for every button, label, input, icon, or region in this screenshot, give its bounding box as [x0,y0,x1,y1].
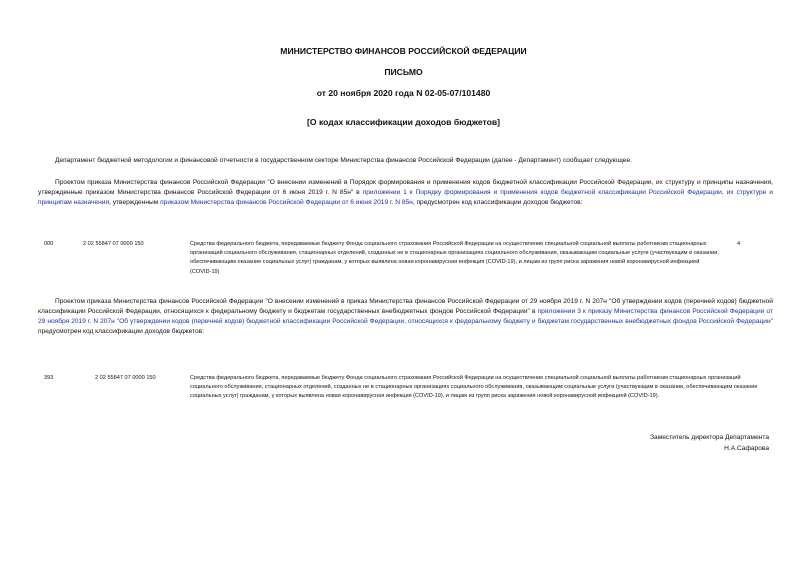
doc-type: ПИСЬМО [384,67,423,77]
doc-subject: [О кодах классификации доходов бюджетов] [307,117,500,127]
paragraph-2-text-end: предусмотрен код классификации доходов бюджетов: [38,328,204,335]
paragraph-1-text-middle: , утвержденным [109,199,161,206]
ministry-title: МИНИСТЕРСТВО ФИНАНСОВ РОССИЙСКОЙ ФЕДЕРАЦИИ [280,46,527,56]
paragraph-2 [38,297,773,337]
paragraph-1-text: Проектом приказа Министерства финансов Российской Федерации "О внесении изменений в Порядок формирования и применения кодов бюджетной классификации Российской Федерации, их структуру и принципы назначения, утвержденные приказом Министерства финансов Российской Федерации от 6 июня 2019 г. N 85н" в [38,179,773,196]
signature-position: Заместитель директора Департамента [650,434,769,441]
table-1-kbk: 2 02 55847 07 0000 150 [83,241,144,247]
appendix-1-link[interactable]: приложении 1 к Порядку формирования и применения кодов бюджетной классификации Российской Федерации, их структуре и принципам назначения [38,189,773,206]
intro-paragraph: Департамент бюджетной методологии и финансовой отчетности в государственном секторе Министерства финансов Российской Федерации (далее - Департамент) сообщает следующее. [55,157,632,164]
table-1-level: 4 [737,241,741,247]
order-85n-link[interactable]: приказом Министерства финансов Российской Федерации от 6 июня 2019 г. N 85н [160,199,413,206]
doc-date-number: от 20 ноября 2020 года N 02-05-07/101480 [316,88,491,98]
paragraph-2-text: Проектом приказа Министерства финансов Российской Федерации "О внесении изменений в приказ Министерства финансов Российской Федерации от 29 ноября 2019 г. N 207н "Об утверждении кодов (перечней кодов) бюджетной классификации Российской Федерации, относящихся к федеральному бюджету и бюджетам государственных внебюджетных фондов Российской Федерации" в [38,298,773,315]
paragraph-1 [38,178,773,208]
table-2-description: Средства федерального бюджета, передаваемые бюджету Фонда социального страхования Российской Федерации на осуществление специальной социальной выплаты работникам стационарных организаций социального обслуживания, стационарных отделений, созданных не в стационарных организациях социального обслуживания, оказывающим социальные услуги (участвующим в оказании, обеспечивающим оказание социальных услуг) гражданам, у которых выявлена новая коронавирусная инфекция (COVID-19), и лицам из групп риска заражения новой коронавирусной инфекцией (COVID-19). [190,375,758,400]
table-2-kbk: 2 02 55847 07 0000 150 [95,375,156,381]
table-1-description: Средства федерального бюджета, передаваемые бюджету Фонда социального страхования Российской Федерации на осуществление специальной социальной выплаты работникам стационарных организаций социального обслуживания, стационарных отделений, созданных не в стационарных организациях социального обслуживания, оказывающим социальные услуги (участвующим в оказании, обеспечивающим оказание социальных услуг) гражданам, у которых выявлена новая коронавирусная инфекция (COVID-19), и лицам из групп риска заражения новой коронавирусной инфекцией (COVID-19) [190,241,719,275]
signature-name: Н.А.Сафарова [724,444,769,452]
table-2-code: 393 [44,375,54,381]
table-1-code: 000 [44,241,54,247]
appendix-3-link[interactable]: приложении 3 к приказу Министерства финансов Российской Федерации от 29 ноября 2019 г. N 207н "Об утверждении кодов (перечней кодов) бюджетной классификации Российской Федерации, относящихся к федеральному бюджету и бюджетам государственных внебюджетных фондов Российской Федерации" [38,308,773,325]
paragraph-1-text-end: , предусмотрен код классификации доходов бюджетов: [412,199,583,206]
signature-block [469,433,769,454]
